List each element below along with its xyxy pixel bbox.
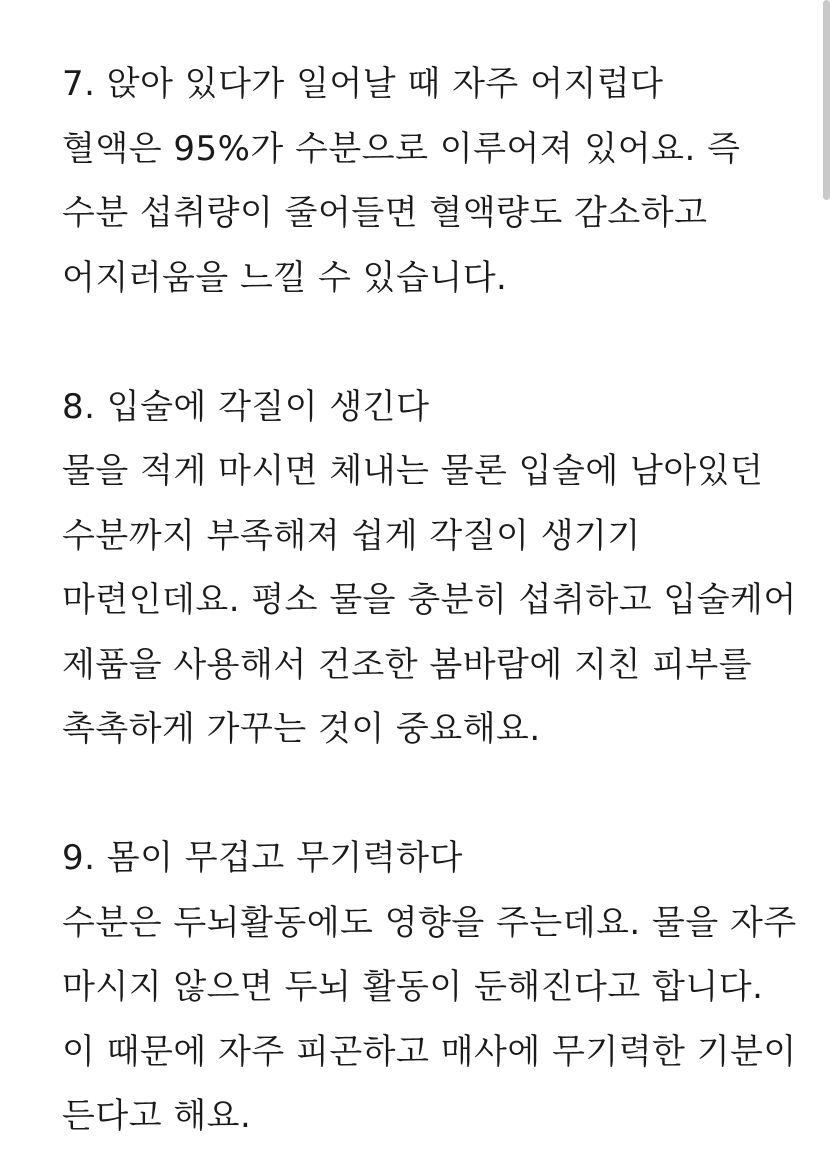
body-line: 마시지 않으면 두뇌 활동이 둔해진다고 합니다. — [62, 967, 764, 1007]
body-line: 물을 적게 마시면 체내는 물론 입술에 남아있던 — [62, 451, 764, 491]
body-line: 수분은 두뇌활동에도 영향을 주는데요. 물을 자주 — [62, 902, 797, 943]
section-7 — [62, 52, 802, 310]
body-line: 어지러움을 느낄 수 있습니다. — [62, 257, 508, 298]
body-line: 촉촉하게 가꾸는 것이 중요해요. — [62, 709, 541, 749]
body-line: 든다고 해요. — [62, 1096, 252, 1136]
body-line: 마련인데요. 평소 물을 충분히 섭취하고 입술케어 — [62, 580, 797, 620]
body-line: 이 때문에 자주 피곤하고 매사에 무기력한 기분이 — [62, 1031, 797, 1072]
article-body — [62, 52, 802, 1149]
section-9 — [62, 826, 802, 1149]
section-heading: 8. 입술에 각질이 생긴다 — [62, 386, 430, 427]
paragraph-spacer — [62, 310, 802, 375]
scrollbar-thumb[interactable] — [823, 0, 830, 200]
body-line: 제품을 사용해서 건조한 봄바람에 지친 피부를 — [62, 644, 753, 685]
section-heading: 7. 앉아 있다가 일어날 때 자주 어지럽다 — [62, 64, 664, 104]
body-line: 혈액은 95%가 수분으로 이루어져 있어요. 즉 — [62, 128, 741, 169]
body-line: 수분 섭취량이 줄어들면 혈액량도 감소하고 — [62, 193, 708, 233]
body-line: 수분까지 부족해져 쉽게 각질이 생기기 — [62, 515, 641, 556]
section-8 — [62, 375, 802, 762]
section-heading: 9. 몸이 무겁고 무기력하다 — [62, 838, 463, 878]
paragraph-spacer — [62, 762, 802, 827]
